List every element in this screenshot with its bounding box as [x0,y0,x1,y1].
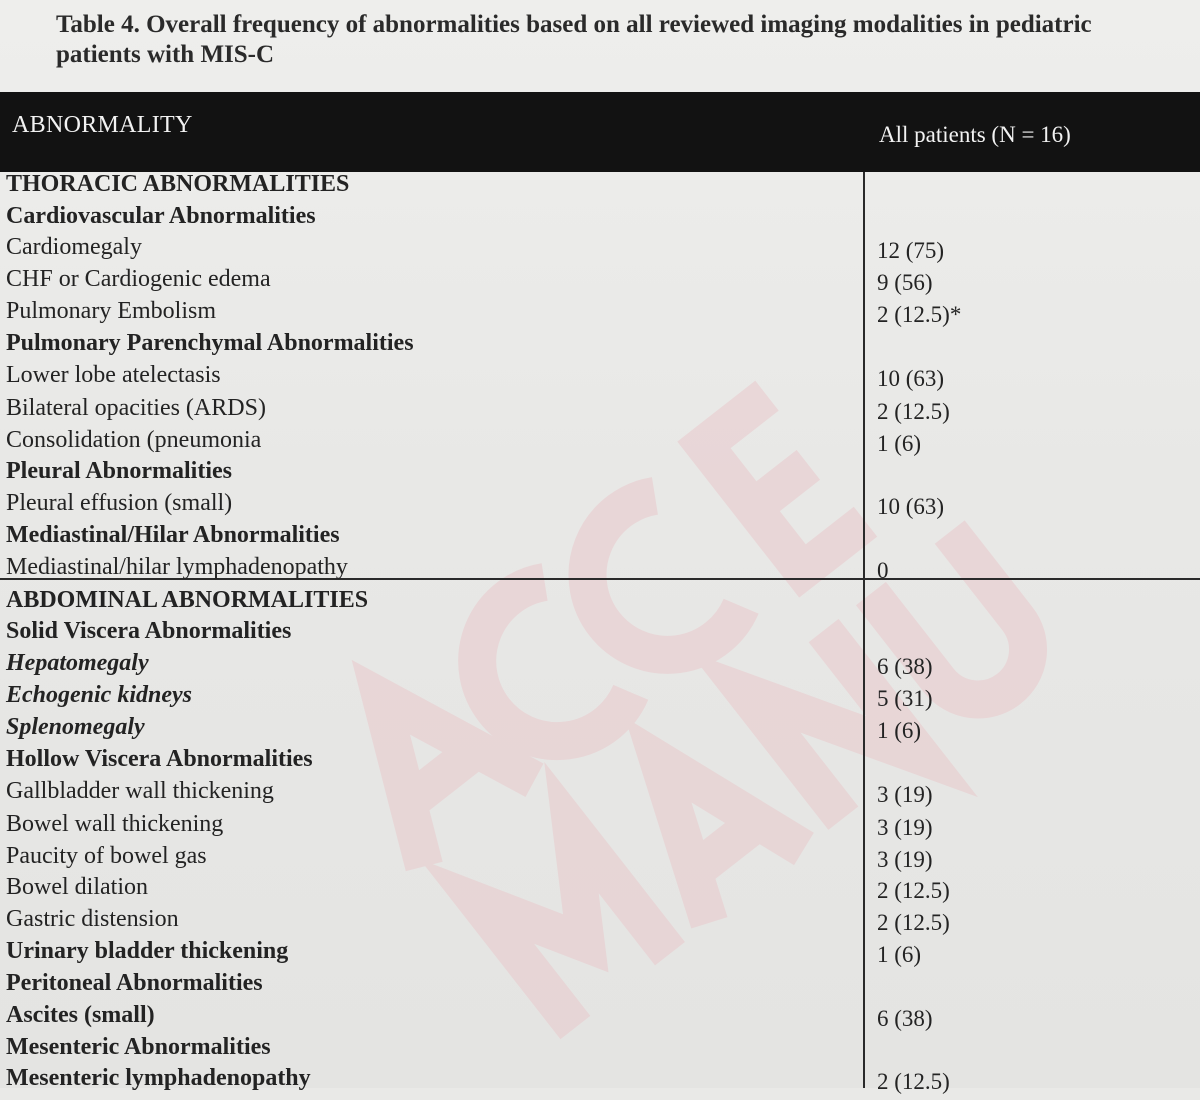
table-row [0,905,1200,937]
table-row [0,586,1200,618]
table-caption-line-2: patients with MIS-C [56,41,275,68]
row-label: Bowel dilation [6,874,148,900]
row-value: 0 [877,558,889,583]
table-row [0,489,1200,521]
row-label: THORACIC ABNORMALITIES [6,171,350,197]
table-caption-line-1: Table 4. Overall frequency of abnormalities based on all reviewed imaging modalities in pediatric [56,11,1092,38]
table-header [0,92,1200,172]
row-label: ABDOMINAL ABNORMALITIES [6,587,369,613]
header-all-patients: All patients (N = 16) [879,122,1071,147]
row-value: 1 (6) [877,942,922,967]
row-label: Paucity of bowel gas [6,843,207,869]
row-label: Gallbladder wall thickening [6,778,274,804]
table-row [0,842,1200,874]
table-row [0,265,1200,297]
row-label: Lower lobe atelectasis [6,362,221,388]
table-row [0,649,1200,681]
table-row [0,745,1200,777]
table-row [0,777,1200,809]
table-caption [56,10,1200,70]
row-label: Gastric distension [6,906,179,932]
row-label: Mediastinal/hilar lymphadenopathy [6,554,348,580]
row-label: Mesenteric Abnormalities [6,1034,271,1060]
row-label: Consolidation (pneumonia [6,427,262,453]
row-label: Pleural Abnormalities [6,458,232,484]
row-label: Splenomegaly [6,714,145,740]
row-label: Bilateral opacities (ARDS) [6,395,266,421]
row-value: 6 (38) [877,654,933,679]
row-value: 2 (12.5) [877,910,950,935]
table-row [0,202,1200,234]
table-row [0,937,1200,969]
table-row [0,873,1200,905]
row-value: 3 (19) [877,782,933,807]
row-label: Cardiomegaly [6,234,142,260]
row-value: 2 (12.5)* [877,302,962,327]
table-row [0,170,1200,202]
table-row [0,1001,1200,1033]
row-label: CHF or Cardiogenic edema [6,266,271,292]
header-abnormality: ABNORMALITY [12,112,193,138]
row-label: Pulmonary Parenchymal Abnormalities [6,330,414,356]
table-row [0,457,1200,489]
row-value: 3 (19) [877,847,933,872]
row-label: Urinary bladder thickening [6,938,289,964]
table-row [0,297,1200,329]
row-label: Solid Viscera Abnormalities [6,618,292,644]
row-value: 12 (75) [877,238,945,263]
table-row [0,713,1200,745]
row-value: 1 (6) [877,431,922,456]
table-row [0,329,1200,361]
table-row [0,1033,1200,1065]
table-row [0,553,1200,585]
table-row [0,521,1200,553]
row-value: 10 (63) [877,366,945,391]
row-label: Mediastinal/Hilar Abnormalities [6,522,340,548]
table-row [0,617,1200,649]
table-row [0,681,1200,713]
row-value: 5 (31) [877,686,933,711]
row-label: Ascites (small) [6,1002,155,1028]
table-row [0,1064,1200,1096]
table-row [0,394,1200,426]
row-value: 9 (56) [877,270,933,295]
row-value: 6 (38) [877,1006,933,1031]
row-label: Echogenic kidneys [6,682,192,708]
row-value: 2 (12.5) [877,878,950,903]
table-row [0,810,1200,842]
table-row [0,426,1200,458]
row-value: 10 (63) [877,494,945,519]
table-row [0,969,1200,1001]
row-value: 1 (6) [877,718,922,743]
row-label: Mesenteric lymphadenopathy [6,1065,311,1091]
row-label: Hepatomegaly [6,650,149,676]
table-row [0,233,1200,265]
row-label: Cardiovascular Abnormalities [6,203,316,229]
row-label: Pulmonary Embolism [6,298,216,324]
table-row [0,361,1200,393]
row-label: Hollow Viscera Abnormalities [6,746,313,772]
row-label: Pleural effusion (small) [6,490,233,516]
row-value: 2 (12.5) [877,1069,950,1094]
row-value: 3 (19) [877,815,933,840]
row-label: Bowel wall thickening [6,811,224,837]
row-value: 2 (12.5) [877,399,950,424]
row-label: Peritoneal Abnormalities [6,970,263,996]
